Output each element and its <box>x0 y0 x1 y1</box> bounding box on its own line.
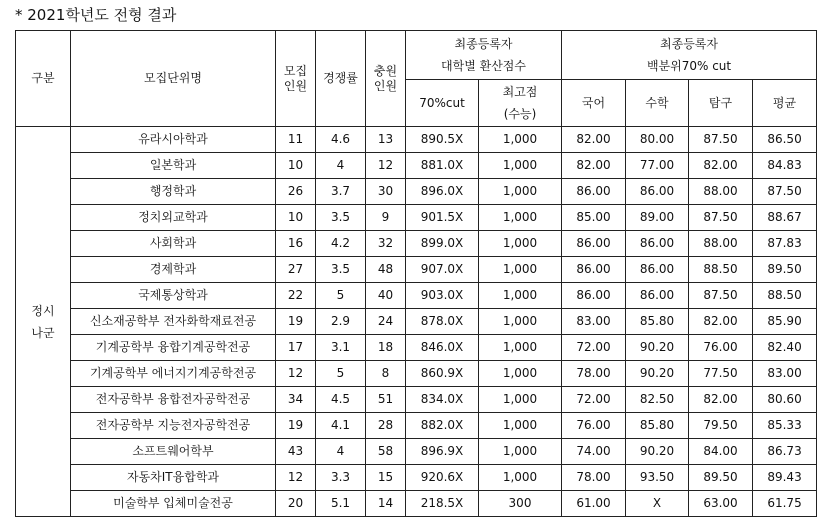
max-score-cell: 1,000 <box>479 335 562 361</box>
math-percentile-cell: 90.20 <box>626 335 689 361</box>
unit-name-cell: 사회학과 <box>71 231 276 257</box>
quota-cell: 10 <box>276 205 316 231</box>
math-percentile-cell: 93.50 <box>626 465 689 491</box>
average-percentile-cell: 87.83 <box>753 231 817 257</box>
additional-cell: 28 <box>366 413 406 439</box>
max-score-cell: 300 <box>479 491 562 517</box>
quota-cell: 12 <box>276 361 316 387</box>
additional-cell: 48 <box>366 257 406 283</box>
max-score-cell: 1,000 <box>479 361 562 387</box>
header-score-group: 최종등록자 대학별 환산점수 <box>406 31 562 80</box>
table-row <box>16 465 817 491</box>
korean-percentile-cell: 82.00 <box>562 153 626 179</box>
average-percentile-cell: 89.43 <box>753 465 817 491</box>
competition-rate-cell: 4.5 <box>316 387 366 413</box>
additional-cell: 12 <box>366 153 406 179</box>
table-row <box>16 153 817 179</box>
math-percentile-cell: 85.80 <box>626 413 689 439</box>
korean-percentile-cell: 74.00 <box>562 439 626 465</box>
quota-cell: 17 <box>276 335 316 361</box>
unit-name-cell: 경제학과 <box>71 257 276 283</box>
cut70-score-cell: 907.0X <box>406 257 479 283</box>
cut70-score-cell: 896.0X <box>406 179 479 205</box>
korean-percentile-cell: 76.00 <box>562 413 626 439</box>
unit-name-cell: 전자공학부 융합전자공학전공 <box>71 387 276 413</box>
unit-name-cell: 자동차IT융합학과 <box>71 465 276 491</box>
math-percentile-cell: 85.80 <box>626 309 689 335</box>
header-additional: 충원 인원 <box>366 31 406 127</box>
competition-rate-cell: 2.9 <box>316 309 366 335</box>
cut70-score-cell: 890.5X <box>406 127 479 153</box>
table-row <box>16 205 817 231</box>
inquiry-percentile-cell: 88.50 <box>689 257 753 283</box>
average-percentile-cell: 84.83 <box>753 153 817 179</box>
additional-cell: 15 <box>366 465 406 491</box>
quota-cell: 34 <box>276 387 316 413</box>
additional-cell: 51 <box>366 387 406 413</box>
table-row <box>16 257 817 283</box>
division-cell: 정시 나군 <box>16 127 71 517</box>
additional-cell: 24 <box>366 309 406 335</box>
korean-percentile-cell: 72.00 <box>562 335 626 361</box>
table-row <box>16 361 817 387</box>
inquiry-percentile-cell: 88.00 <box>689 179 753 205</box>
max-score-cell: 1,000 <box>479 179 562 205</box>
max-score-cell: 1,000 <box>479 283 562 309</box>
cut70-score-cell: 903.0X <box>406 283 479 309</box>
competition-rate-cell: 4.1 <box>316 413 366 439</box>
inquiry-percentile-cell: 82.00 <box>689 387 753 413</box>
max-score-cell: 1,000 <box>479 153 562 179</box>
korean-percentile-cell: 83.00 <box>562 309 626 335</box>
average-percentile-cell: 61.75 <box>753 491 817 517</box>
admission-results-table <box>15 30 817 517</box>
cut70-score-cell: 881.0X <box>406 153 479 179</box>
korean-percentile-cell: 86.00 <box>562 283 626 309</box>
additional-cell: 30 <box>366 179 406 205</box>
max-score-cell: 1,000 <box>479 413 562 439</box>
quota-cell: 19 <box>276 413 316 439</box>
table-row <box>16 127 817 153</box>
cut70-score-cell: 901.5X <box>406 205 479 231</box>
math-percentile-cell: 86.00 <box>626 231 689 257</box>
korean-percentile-cell: 78.00 <box>562 465 626 491</box>
math-percentile-cell: 89.00 <box>626 205 689 231</box>
unit-name-cell: 미술학부 입체미술전공 <box>71 491 276 517</box>
math-percentile-cell: 77.00 <box>626 153 689 179</box>
header-quota: 모집 인원 <box>276 31 316 127</box>
korean-percentile-cell: 85.00 <box>562 205 626 231</box>
header-average: 평균 <box>753 80 817 127</box>
average-percentile-cell: 87.50 <box>753 179 817 205</box>
inquiry-percentile-cell: 88.00 <box>689 231 753 257</box>
quota-cell: 16 <box>276 231 316 257</box>
unit-name-cell: 국제통상학과 <box>71 283 276 309</box>
table-row <box>16 413 817 439</box>
average-percentile-cell: 80.60 <box>753 387 817 413</box>
additional-cell: 13 <box>366 127 406 153</box>
header-percentile-group: 최종등록자 백분위70% cut <box>562 31 817 80</box>
competition-rate-cell: 3.7 <box>316 179 366 205</box>
header-division: 구분 <box>16 31 71 127</box>
inquiry-percentile-cell: 82.00 <box>689 153 753 179</box>
max-score-cell: 1,000 <box>479 127 562 153</box>
average-percentile-cell: 85.90 <box>753 309 817 335</box>
cut70-score-cell: 899.0X <box>406 231 479 257</box>
korean-percentile-cell: 86.00 <box>562 257 626 283</box>
cut70-score-cell: 218.5X <box>406 491 479 517</box>
header-lowest-score: 최고점 (수능) <box>479 80 562 127</box>
header-cut70: 70%cut <box>406 80 479 127</box>
competition-rate-cell: 5 <box>316 283 366 309</box>
quota-cell: 11 <box>276 127 316 153</box>
additional-cell: 40 <box>366 283 406 309</box>
competition-rate-cell: 3.5 <box>316 205 366 231</box>
average-percentile-cell: 82.40 <box>753 335 817 361</box>
quota-cell: 43 <box>276 439 316 465</box>
max-score-cell: 1,000 <box>479 465 562 491</box>
unit-name-cell: 정치외교학과 <box>71 205 276 231</box>
table-row <box>16 335 817 361</box>
quota-cell: 20 <box>276 491 316 517</box>
unit-name-cell: 행정학과 <box>71 179 276 205</box>
competition-rate-cell: 3.1 <box>316 335 366 361</box>
average-percentile-cell: 83.00 <box>753 361 817 387</box>
header-competition: 경쟁률 <box>316 31 366 127</box>
additional-cell: 58 <box>366 439 406 465</box>
header-unit-name: 모집단위명 <box>71 31 276 127</box>
header-korean: 국어 <box>562 80 626 127</box>
additional-cell: 8 <box>366 361 406 387</box>
math-percentile-cell: 80.00 <box>626 127 689 153</box>
additional-cell: 18 <box>366 335 406 361</box>
table-row <box>16 231 817 257</box>
inquiry-percentile-cell: 76.00 <box>689 335 753 361</box>
math-percentile-cell: X <box>626 491 689 517</box>
table-row <box>16 387 817 413</box>
unit-name-cell: 전자공학부 지능전자공학전공 <box>71 413 276 439</box>
max-score-cell: 1,000 <box>479 205 562 231</box>
korean-percentile-cell: 86.00 <box>562 179 626 205</box>
header-inquiry: 탐구 <box>689 80 753 127</box>
max-score-cell: 1,000 <box>479 439 562 465</box>
inquiry-percentile-cell: 87.50 <box>689 127 753 153</box>
cut70-score-cell: 834.0X <box>406 387 479 413</box>
inquiry-percentile-cell: 63.00 <box>689 491 753 517</box>
quota-cell: 26 <box>276 179 316 205</box>
quota-cell: 12 <box>276 465 316 491</box>
inquiry-percentile-cell: 87.50 <box>689 283 753 309</box>
max-score-cell: 1,000 <box>479 387 562 413</box>
inquiry-percentile-cell: 87.50 <box>689 205 753 231</box>
cut70-score-cell: 920.6X <box>406 465 479 491</box>
unit-name-cell: 일본학과 <box>71 153 276 179</box>
cut70-score-cell: 896.9X <box>406 439 479 465</box>
table-row <box>16 309 817 335</box>
unit-name-cell: 유라시아학과 <box>71 127 276 153</box>
table-row <box>16 491 817 517</box>
unit-name-cell: 기계공학부 융합기계공학전공 <box>71 335 276 361</box>
quota-cell: 27 <box>276 257 316 283</box>
header-math: 수학 <box>626 80 689 127</box>
table-row <box>16 283 817 309</box>
quota-cell: 22 <box>276 283 316 309</box>
competition-rate-cell: 5.1 <box>316 491 366 517</box>
math-percentile-cell: 86.00 <box>626 179 689 205</box>
math-percentile-cell: 86.00 <box>626 257 689 283</box>
competition-rate-cell: 4 <box>316 439 366 465</box>
unit-name-cell: 소프트웨어학부 <box>71 439 276 465</box>
competition-rate-cell: 3.3 <box>316 465 366 491</box>
average-percentile-cell: 88.50 <box>753 283 817 309</box>
max-score-cell: 1,000 <box>479 231 562 257</box>
cut70-score-cell: 882.0X <box>406 413 479 439</box>
competition-rate-cell: 3.5 <box>316 257 366 283</box>
inquiry-percentile-cell: 79.50 <box>689 413 753 439</box>
inquiry-percentile-cell: 77.50 <box>689 361 753 387</box>
additional-cell: 9 <box>366 205 406 231</box>
unit-name-cell: 신소재공학부 전자화학재료전공 <box>71 309 276 335</box>
math-percentile-cell: 82.50 <box>626 387 689 413</box>
average-percentile-cell: 88.67 <box>753 205 817 231</box>
average-percentile-cell: 86.73 <box>753 439 817 465</box>
math-percentile-cell: 86.00 <box>626 283 689 309</box>
max-score-cell: 1,000 <box>479 257 562 283</box>
competition-rate-cell: 4.6 <box>316 127 366 153</box>
korean-percentile-cell: 72.00 <box>562 387 626 413</box>
cut70-score-cell: 846.0X <box>406 335 479 361</box>
inquiry-percentile-cell: 89.50 <box>689 465 753 491</box>
additional-cell: 14 <box>366 491 406 517</box>
math-percentile-cell: 90.20 <box>626 439 689 465</box>
inquiry-percentile-cell: 82.00 <box>689 309 753 335</box>
korean-percentile-cell: 61.00 <box>562 491 626 517</box>
unit-name-cell: 기계공학부 에너지기계공학전공 <box>71 361 276 387</box>
additional-cell: 32 <box>366 231 406 257</box>
page-title: * 2021학년도 전형 결과 <box>15 6 177 24</box>
quota-cell: 19 <box>276 309 316 335</box>
korean-percentile-cell: 78.00 <box>562 361 626 387</box>
math-percentile-cell: 90.20 <box>626 361 689 387</box>
korean-percentile-cell: 82.00 <box>562 127 626 153</box>
table-row <box>16 179 817 205</box>
average-percentile-cell: 89.50 <box>753 257 817 283</box>
average-percentile-cell: 86.50 <box>753 127 817 153</box>
competition-rate-cell: 5 <box>316 361 366 387</box>
inquiry-percentile-cell: 84.00 <box>689 439 753 465</box>
table-row <box>16 439 817 465</box>
average-percentile-cell: 85.33 <box>753 413 817 439</box>
korean-percentile-cell: 86.00 <box>562 231 626 257</box>
max-score-cell: 1,000 <box>479 309 562 335</box>
quota-cell: 10 <box>276 153 316 179</box>
competition-rate-cell: 4 <box>316 153 366 179</box>
cut70-score-cell: 878.0X <box>406 309 479 335</box>
cut70-score-cell: 860.9X <box>406 361 479 387</box>
competition-rate-cell: 4.2 <box>316 231 366 257</box>
